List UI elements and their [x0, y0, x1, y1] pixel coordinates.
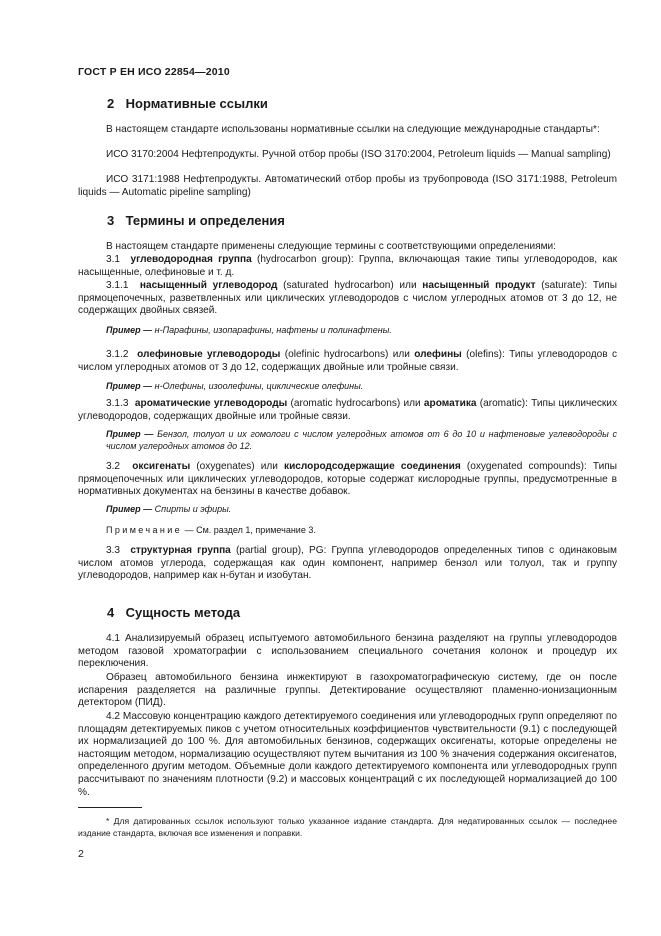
reference-iso-3171: ИСО 3171:1988 Нефтепродукты. Автоматический отбор пробы из трубопровода (ISO 3171:1988, Petroleum liquids — Automatic pipeline sampling): [78, 174, 617, 198]
footnote-separator: [78, 807, 142, 808]
example-label: Пример —: [106, 325, 153, 335]
term-3-3: [78, 545, 617, 583]
term-number: 3.1.2: [106, 349, 129, 360]
term-3-2: [78, 461, 617, 499]
term-number: 3.3: [106, 545, 121, 556]
term-synonym: кислородсодержащие соединения: [284, 461, 461, 472]
clause-4-1-continued: Образец автомобильного бензина инжектируют в газохроматографическую систему, где он после испарения разделяется на различные группы. Детектирование осуществляют пламенно-ионизационным детектором (ПИД).: [78, 672, 617, 709]
term-english: (saturated hydrocarbon) или: [277, 280, 423, 291]
term-definition: (saturate): Типы прямоцепочечных, разветвленных или циклических углеводородов с числом углеродных атомов от 3 до 12, не содержащих двойных связей.: [78, 280, 618, 317]
document-code-header: ГОСТ Р ЕН ИСО 22854—2010: [78, 66, 230, 78]
term-number: 3.2: [106, 461, 121, 472]
example-olefins: [106, 380, 617, 392]
section-4-heading: [107, 605, 240, 620]
term-definition: (hydrocarbon group): Группа, включающая такие типы углеводородов, как насыщенные, олефиновые и т. д.: [78, 254, 617, 278]
section-3-intro: В настоящем стандарте применены следующие термины с соответствующими определениями:: [106, 241, 556, 252]
term-name: углеводородная группа: [130, 254, 252, 265]
term-definition: (aromatic): Типы циклических углеводородов, содержащих двойные или тройные связи.: [78, 398, 617, 422]
example-text: Спирты и эфиры.: [152, 504, 232, 514]
clause-4-1: 4.1 Анализируемый образец испытуемого автомобильного бензина разделяют на группы углеводородов методом газовой хроматографии с использованием специального сочетания колонок и процедур их переключения.: [78, 633, 617, 670]
note-label: Примечание: [106, 525, 183, 535]
term-definition: (partial group), PG: Группа углеводородов определенных типов с одинаковым числом атомов углерода, содержащая как один компонент, например бензол или толуол, так и группу углеводородов, например как н-бутан и изобутан.: [78, 545, 617, 582]
term-english: (olefinic hydrocarbons) или: [280, 349, 415, 360]
example-aromatics: [106, 428, 617, 452]
example-text: Бензол, толуол и их гомологи с числом углеродных атомов от 6 до 10 и нафтеновые углеводороды с числом углеродных атомов до 12.: [106, 429, 617, 451]
example-text: н-Парафины, изопарафины, нафтены и полинафтены.: [152, 325, 392, 335]
section-4-title: Сущность метода: [125, 605, 241, 620]
page-number: 2: [78, 848, 84, 860]
example-saturates: [106, 324, 617, 336]
example-label: Пример —: [106, 381, 153, 391]
example-text: н-Олефины, изоолефины, циклические олефины.: [152, 381, 364, 391]
footnote: * Для датированных ссылок используют только указанное издание стандарта. Для недатированных ссылок — последнее издание стандарта, включая все изменения и поправки.: [78, 816, 617, 838]
term-3-1-3: [78, 398, 617, 423]
example-label: Пример —: [106, 504, 153, 514]
term-3-1-2: [78, 349, 617, 374]
term-english: (oxygenates) или: [190, 461, 285, 472]
term-number: 3.1.3: [106, 398, 129, 409]
clause-4-2: 4.2 Массовую концентрацию каждого детектируемого соединения или углеводородных групп определяют по площадям детектируемых пиков с учетом относительных коэффициентов чувствительности (9.1) с последующей их нормализацией до 100 %. Для автомобильных бензинов, содержащих оксигенаты, которые определены не настоящим методом, нормализацию осуществляют путем вычитания из 100 % значения содержания оксигенатов, определенного другим методом. Объемные доли каждого детектируемого компонента или углеводородных групп рассчитывают по значениям плотности (9.2) и массовых концентраций с их последующей нормализацией до 100 %.: [78, 711, 618, 798]
term-definition: (oxygenated compounds): Типы прямоцепочечных или циклических углеводородов, которые содержат кислородные группы, предусмотренные в нормативных документах на бензины в качестве добавок.: [78, 461, 618, 498]
section-3-heading: [107, 213, 285, 228]
note-text: — См. раздел 1, примечание 3.: [182, 525, 316, 535]
term-name: структурная группа: [130, 545, 231, 556]
term-synonym: олефины: [414, 349, 462, 360]
term-synonym: ароматика: [423, 398, 477, 409]
section-2-intro: В настоящем стандарте использованы нормативные ссылки на следующие международные стандарты*:: [106, 124, 600, 135]
section-3-number: 3: [107, 213, 115, 228]
section-3-title: Термины и определения: [125, 213, 285, 228]
term-3-1-1: [78, 280, 617, 318]
example-oxygenates: [106, 503, 617, 515]
term-3-1: [78, 254, 617, 279]
section-2-title: Нормативные ссылки: [125, 96, 268, 111]
term-name: олефиновые углеводороды: [137, 349, 281, 360]
term-number: 3.1: [106, 254, 121, 265]
note: [106, 524, 316, 536]
section-2-number: 2: [107, 96, 115, 111]
term-name: ароматические углеводороды: [134, 398, 288, 409]
term-definition: (olefins): Типы углеводородов с числом углеродных атомов от 3 до 12, содержащих двойные или тройные связи.: [78, 349, 617, 373]
section-2-heading: [107, 96, 268, 111]
term-english: (aromatic hydrocarbons) или: [287, 398, 424, 409]
section-4-number: 4: [107, 605, 115, 620]
term-name: оксигенаты: [132, 461, 191, 472]
term-synonym: насыщенный продукт: [422, 280, 536, 291]
reference-iso-3170: ИСО 3170:2004 Нефтепродукты. Ручной отбор пробы (ISO 3170:2004, Petroleum liquids — Manual sampling): [106, 149, 611, 160]
term-name: насыщенный углеводород: [139, 280, 278, 291]
term-number: 3.1.1: [106, 280, 129, 291]
example-label: Пример —: [106, 429, 154, 439]
